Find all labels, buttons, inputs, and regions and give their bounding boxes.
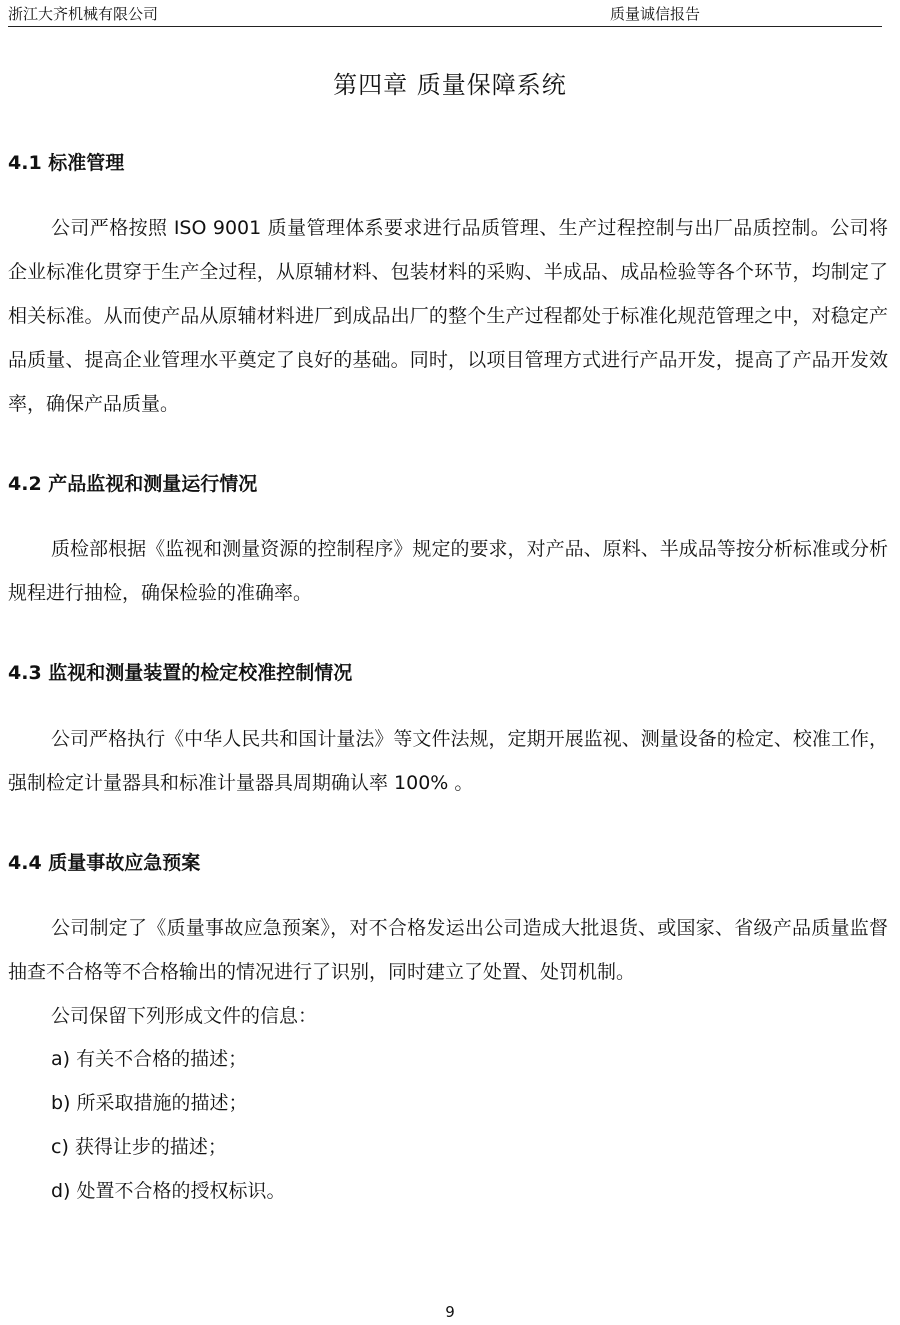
page-header — [8, 2, 882, 27]
section-heading-4-2: 4.2 产品监视和测量运行情况 — [8, 473, 258, 495]
report-title: 质量诚信报告 — [610, 5, 701, 23]
list-item: d) 处置不合格的授权标识。 — [51, 1180, 286, 1202]
section-4-3-paragraph: 公司严格执行《中华人民共和国计量法》等文件法规，定期开展监视、测量设备的检定、校准工作，强制检定计量器具和标准计量器具周期确认率 100% 。 — [8, 728, 888, 794]
retained-info-intro: 公司保留下列形成文件的信息： — [51, 1005, 318, 1027]
list-item: a) 有关不合格的描述； — [51, 1048, 248, 1070]
chapter-title: 第四章 质量保障系统 — [333, 71, 567, 99]
company-name: 浙江大齐机械有限公司 — [8, 5, 159, 23]
page-number: 9 — [445, 1303, 455, 1321]
list-item: b) 所采取措施的描述； — [51, 1092, 248, 1114]
section-4-1-paragraph: 公司严格按照 ISO 9001 质量管理体系要求进行品质管理、生产过程控制与出厂品质控制。公司将企业标准化贯穿于生产全过程，从原辅材料、包装材料的采购、半成品、成品检验等各个环节，均制定了相关标准。从而使产品从原辅材料进厂到成品出厂的整个生产过程都处于标准化规范管理之中，对稳定产品质量、提高企业管理水平奠定了良好的基础。同时，以项目管理方式进行产品开发，提高了产品开发效率，确保产品质量。 — [8, 217, 888, 415]
list-item: c) 获得让步的描述； — [51, 1136, 227, 1158]
section-4-4-paragraph: 公司制定了《质量事故应急预案》，对不合格发运出公司造成大批退货、或国家、省级产品质量监督抽查不合格等不合格输出的情况进行了识别，同时建立了处置、处罚机制。 — [8, 917, 888, 983]
section-heading-4-3: 4.3 监视和测量装置的检定校准控制情况 — [8, 662, 353, 684]
section-heading-4-1: 4.1 标准管理 — [8, 152, 125, 174]
section-heading-4-4: 4.4 质量事故应急预案 — [8, 852, 201, 874]
section-4-2-paragraph: 质检部根据《监视和测量资源的控制程序》规定的要求，对产品、原料、半成品等按分析标准或分析规程进行抽检，确保检验的准确率。 — [8, 538, 888, 604]
